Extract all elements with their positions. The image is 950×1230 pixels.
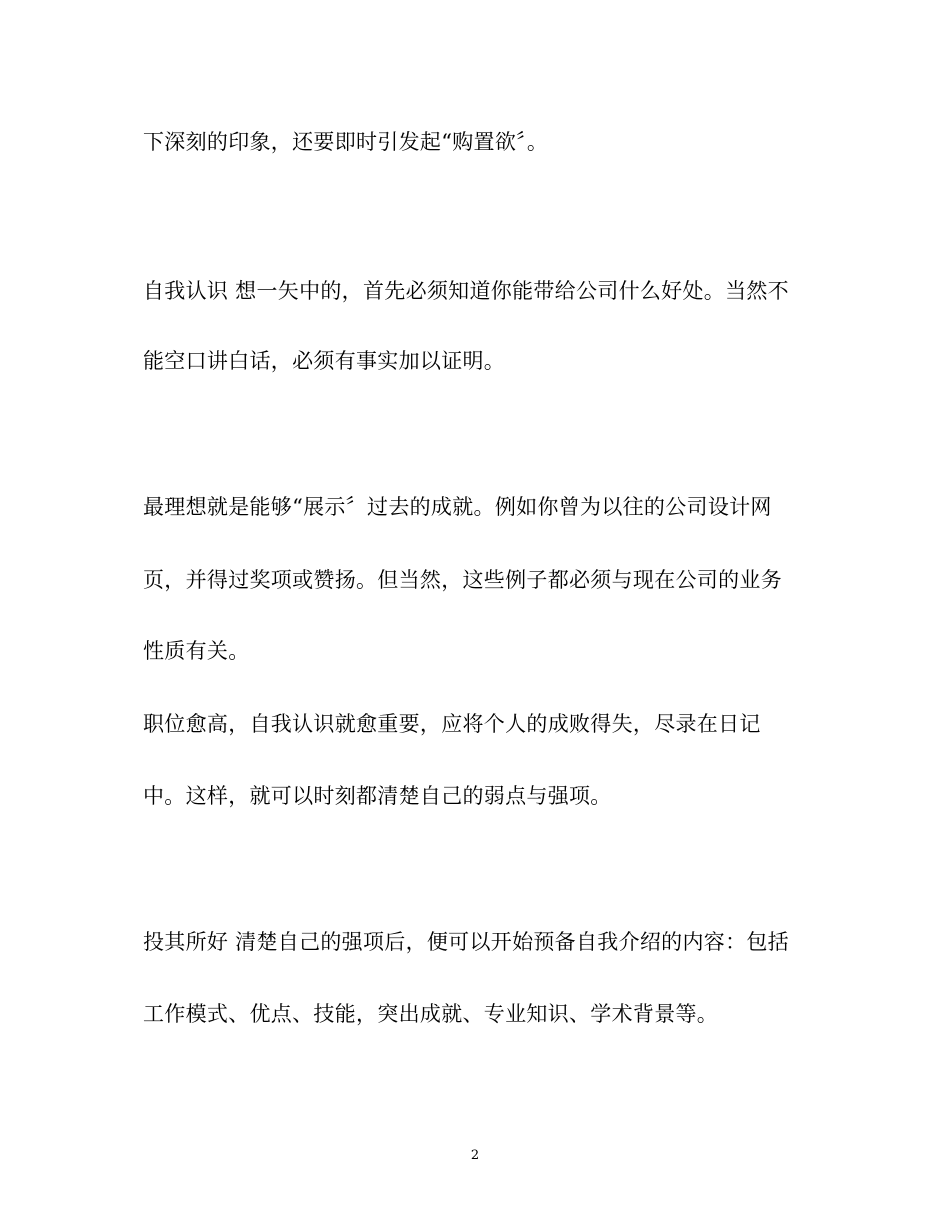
text-line: 最理想就是能够“展示〞过去的成就。例如你曾为以往的公司设计网 (143, 495, 772, 519)
page-number: 2 (470, 1148, 480, 1163)
text-line: 职位愈高，自我认识就愈重要，应将个人的成败得失，尽录在日记 (143, 712, 761, 736)
text-line: 投其所好 清楚自己的强项后，便可以开始预备自我介绍的内容：包括 (143, 930, 789, 954)
text-line: 工作模式、优点、技能，突出成就、专业知识、学术背景等。 (143, 1002, 719, 1026)
text-line: 自我认识 想一矢中的，首先必须知道你能带给公司什么好处。当然不 (143, 279, 789, 303)
text-line: 页，并得过奖项或赞扬。但当然，这些例子都必须与现在公司的业务 (143, 568, 782, 592)
text-line: 下深刻的印象，还要即时引发起“购置欲〞。 (143, 130, 549, 154)
text-line: 中。这样，就可以时刻都清楚自己的弱点与强项。 (143, 784, 612, 808)
text-line: 性质有关。 (143, 639, 250, 663)
text-line: 能空口讲白话，必须有事实加以证明。 (143, 349, 506, 373)
